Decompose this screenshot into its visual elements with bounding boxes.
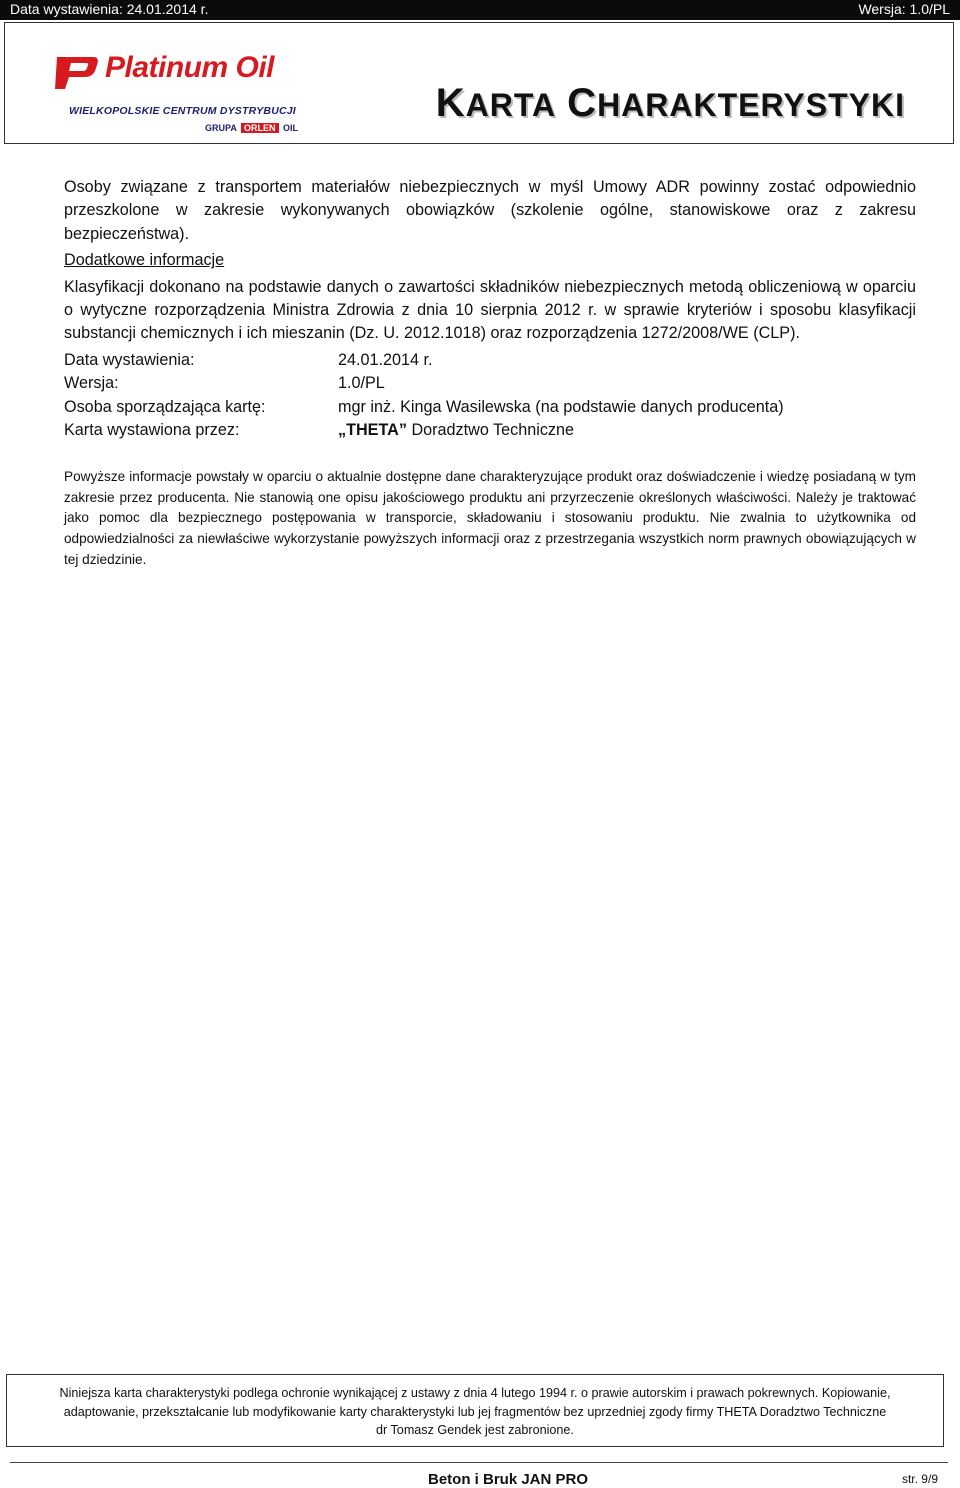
copyright-line: adaptowanie, przekształcanie lub modyfikowanie karty charakterystyki lub jej fragmentów bez uprzedniej zgody firmy THETA Doradztwo Techniczne: [63, 1404, 887, 1419]
logo-oil: OIL: [283, 123, 299, 133]
document-meta: [64, 349, 916, 443]
issue-date: Data wystawienia: 24.01.2014 r.: [10, 1, 209, 17]
version: Wersja: 1.0/PL: [858, 1, 950, 17]
document-title: KARTA CHARAKTERYSTYKI: [435, 81, 905, 125]
meta-row-issuer: Karta wystawiona przez: „THETA” Doradztwo Techniczne: [64, 419, 916, 442]
platinum-oil-logo: [53, 51, 313, 139]
logo-brand: Platinum Oil: [105, 51, 275, 84]
logo-mark-icon: [53, 51, 101, 95]
copyright-notice: [6, 1374, 944, 1447]
top-bar: [0, 0, 960, 20]
page-number: str. 9/9: [901, 1472, 938, 1486]
meta-row-author: Osoba sporządzająca kartę: mgr inż. Kinga Wasilewska (na podstawie danych producenta): [64, 397, 784, 416]
issuer-value: „THETA” Doradztwo Techniczne: [338, 421, 575, 440]
product-name: Beton i Bruk JAN PRO: [428, 1471, 589, 1488]
copyright-line: Niniejsza karta charakterystyki podlega ochronie wynikającej z ustawy z dnia 4 lutego 1994 r. o prawie autorskim i prawach pokrewnych. Kopiowanie,: [59, 1386, 891, 1400]
section-title: Dodatkowe informacje: [64, 251, 225, 270]
main-content: [64, 176, 916, 442]
logo-orlen: ORLEN: [241, 123, 279, 133]
meta-row-date: Data wystawienia: 24.01.2014 r.: [64, 350, 433, 369]
logo-tagline: WIELKOPOLSKIE CENTRUM DYSTRYBUCJI: [69, 105, 296, 117]
meta-row-version: Wersja: 1.0/PL: [64, 374, 385, 393]
classification-paragraph: Klasyfikacji dokonano na podstawie danych o zawartości składników niebezpiecznych metodą obliczeniową w oparciu o wytyczne rozporządzenia Ministra Zdrowia z dnia 10 sierpnia 2012 r. w sprawie kryteriów i sposobu klasyfikacji substancji chemicznych i ich mieszanin (Dz. U. 2012.1018) oraz rozporządzenia 1272/2008/WE (CLP).: [64, 277, 916, 343]
footer-divider: [10, 1462, 948, 1463]
logo-grupa: GRUPA: [205, 123, 237, 133]
copyright-line: dr Tomasz Gendek jest zabronione.: [376, 1423, 574, 1438]
logo-grupa-orlen: [205, 123, 298, 133]
header: [4, 22, 954, 144]
disclaimer: Powyższe informacje powstały w oparciu o aktualnie dostępne dane charakteryzujące produkt oraz doświadczenie i wiedzę posiadaną w tym zakresie przez producenta. Nie stanowią one opisu jakościowego produktu ani przyrzeczenie określonych właściwości. Należy je traktować jako pomoc dla bezpiecznego postępowania w transporcie, składowaniu i stosowaniu produktu. Nie zwalnia to użytkownika od odpowiedzialności za niewłaściwe wykorzystanie powyższych informacji oraz z przestrzegania wszystkich norm prawnych obowiązujących w tej dziedzinie.: [64, 469, 916, 567]
adr-paragraph: Osoby związane z transportem materiałów niebezpiecznych w myśl Umowy ADR powinny zostać odpowiednio przeszkolone w zakresie wykonywanych obowiązków (szkolenie ogólne, stanowiskowe oraz z zakresu bezpieczeństwa).: [64, 178, 916, 243]
